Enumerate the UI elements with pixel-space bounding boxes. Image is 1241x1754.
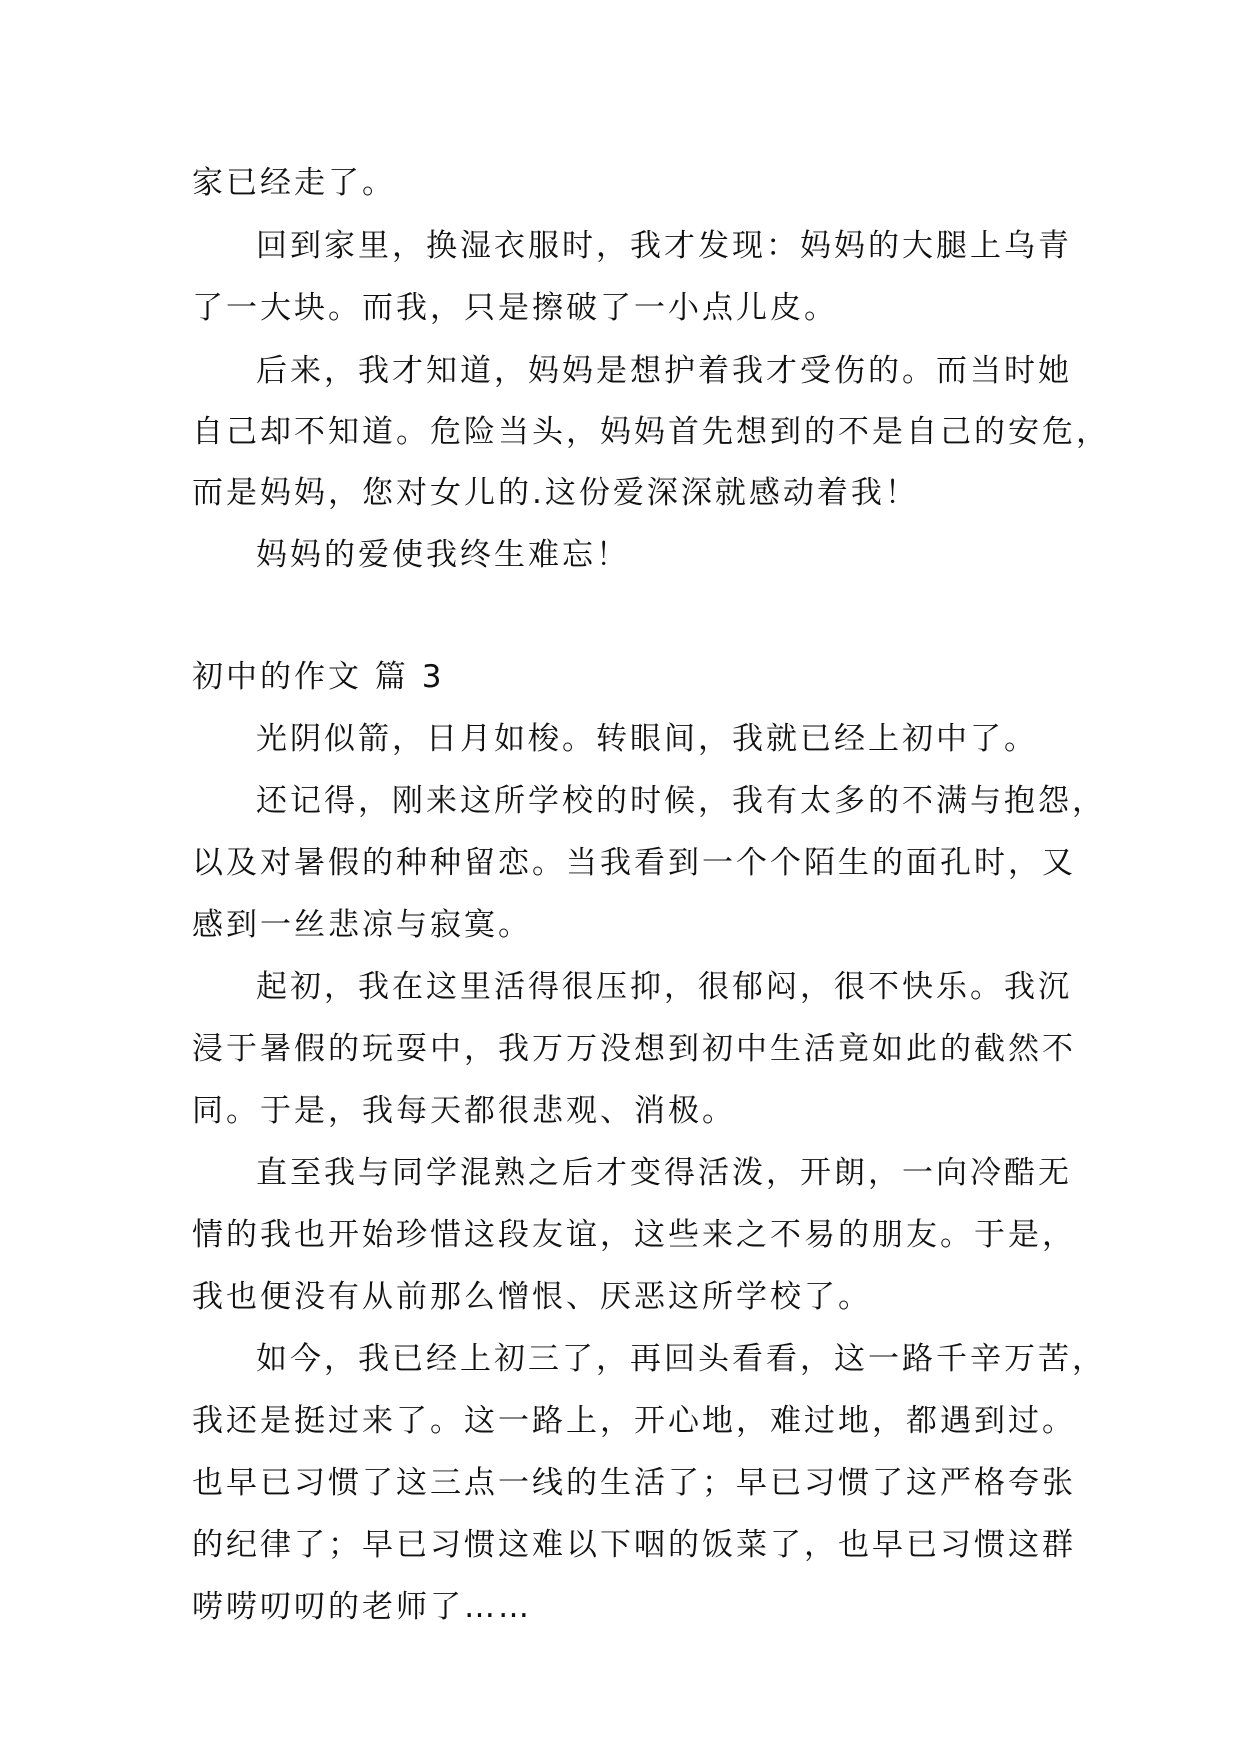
text-line: 也早已习惯了这三点一线的生活了；早已习惯了这严格夸张	[192, 1465, 1076, 1501]
text-line: 妈妈的爱使我终生难忘！	[256, 537, 630, 573]
text-line: 情的我也开始珍惜这段友谊，这些来之不易的朋友。于是，	[192, 1217, 1076, 1253]
text-line: 家已经走了。	[192, 165, 396, 201]
text-line: 如今，我已经上初三了，再回头看看，这一路千辛万苦，	[256, 1341, 1106, 1377]
text-line: 的纪律了；早已习惯这难以下咽的饭菜了，也早已习惯这群	[192, 1527, 1076, 1563]
text-line: 后来，我才知道，妈妈是想护着我才受伤的。而当时她	[256, 353, 1072, 389]
section-heading: 初中的作文 篇 3	[192, 659, 445, 695]
text-line: 直至我与同学混熟之后才变得活泼，开朗，一向冷酷无	[256, 1155, 1072, 1191]
text-line: 自己却不知道。危险当头，妈妈首先想到的不是自己的安危，	[192, 414, 1110, 450]
text-line: 还记得，刚来这所学校的时候，我有太多的不满与抱怨，	[256, 783, 1106, 819]
text-line: 我也便没有从前那么憎恨、厌恶这所学校了。	[192, 1279, 872, 1315]
text-line: 同。于是，我每天都很悲观、消极。	[192, 1093, 736, 1129]
text-line: 以及对暑假的种种留恋。当我看到一个个陌生的面孔时，又	[192, 845, 1076, 881]
text-line: 而是妈妈，您对女儿的.这份爱深深就感动着我！	[192, 475, 919, 511]
text-line: 感到一丝悲凉与寂寞。	[192, 907, 532, 943]
text-line: 起初，我在这里活得很压抑，很郁闷，很不快乐。我沉	[256, 969, 1072, 1005]
text-line: 光阴似箭，日月如梭。转眼间，我就已经上初中了。	[256, 721, 1038, 757]
text-line: 浸于暑假的玩耍中，我万万没想到初中生活竟如此的截然不	[192, 1031, 1076, 1067]
text-line: 回到家里，换湿衣服时，我才发现：妈妈的大腿上乌青	[256, 228, 1072, 264]
text-line: 我还是挺过来了。这一路上，开心地，难过地，都遇到过。	[192, 1403, 1076, 1439]
text-line: 唠唠叨叨的老师了……	[192, 1589, 532, 1625]
text-line: 了一大块。而我，只是擦破了一小点儿皮。	[192, 290, 838, 326]
